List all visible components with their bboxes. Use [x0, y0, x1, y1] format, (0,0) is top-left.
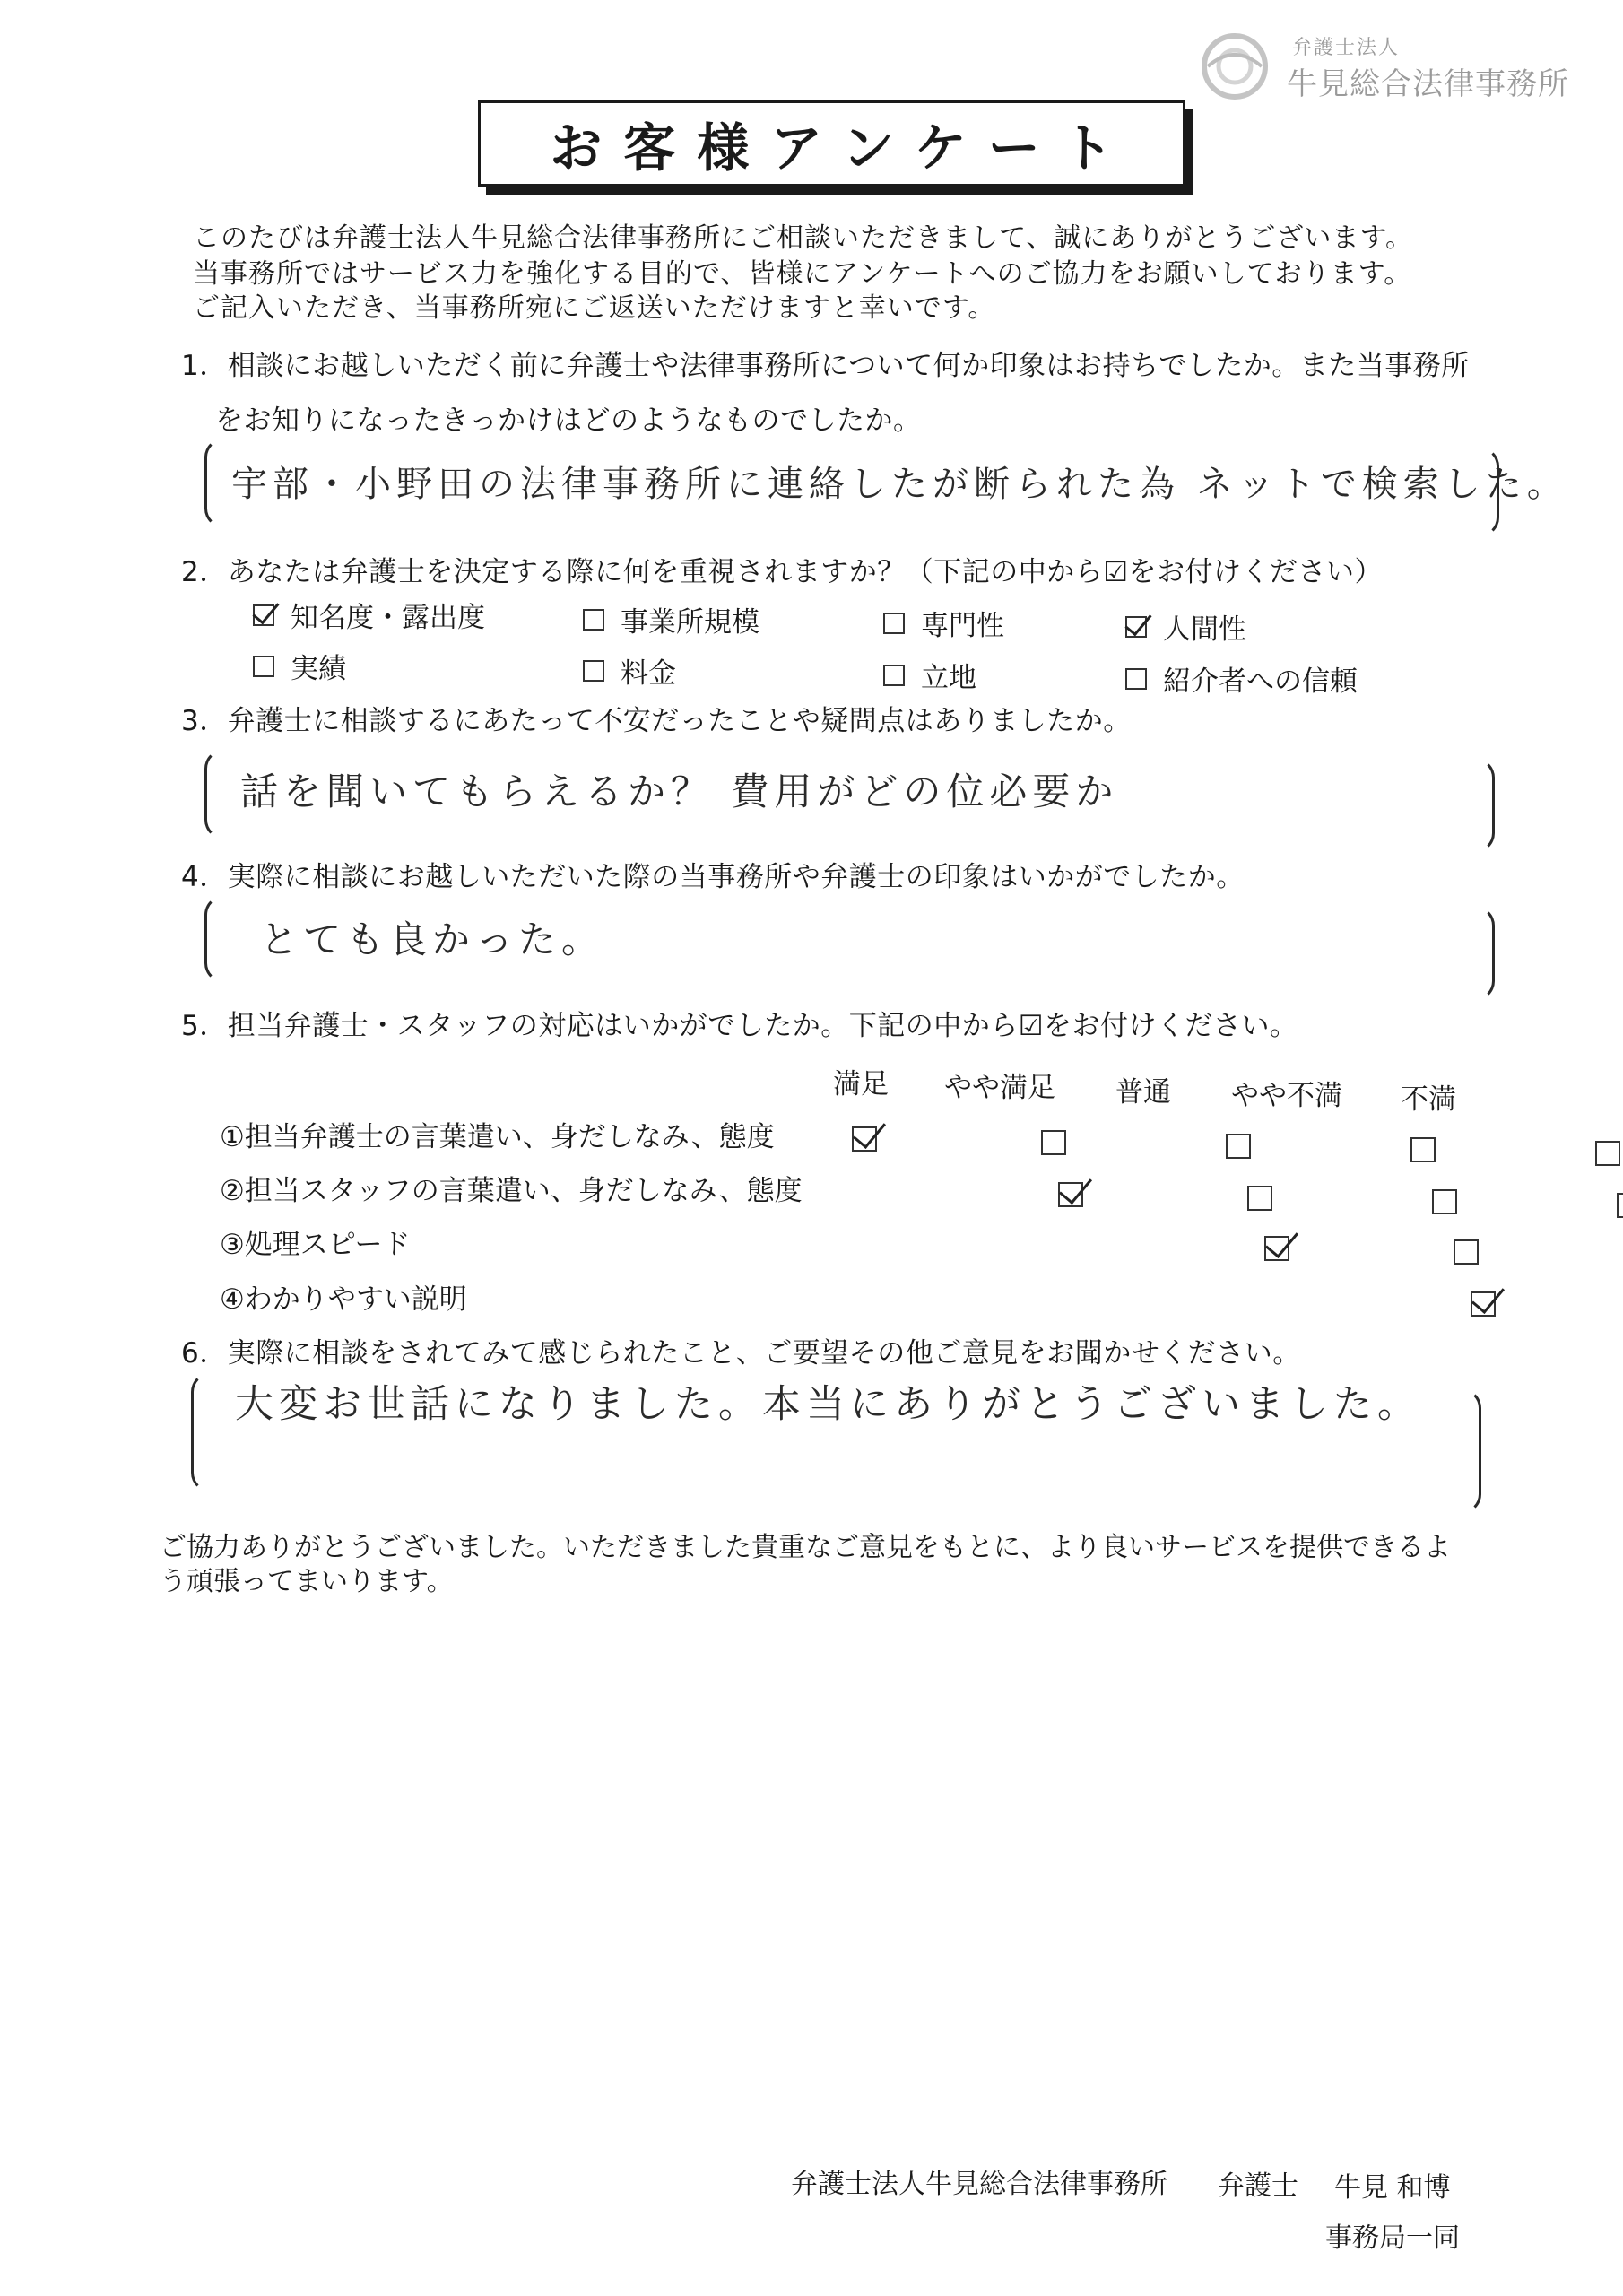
q5-rating-checkbox[interactable] — [1595, 1141, 1620, 1166]
question-5-text: 5．担当弁護士・スタッフの対応はいかがでしたか。下記の中から☑をお付けください。 — [181, 1010, 1298, 1042]
answer-4-text: とても良かった。 — [260, 918, 605, 961]
answer-6-bracket-right — [1457, 1388, 1481, 1514]
answer-1-bracket-left — [204, 438, 229, 528]
q5-rating-checkbox[interactable] — [1454, 1239, 1479, 1265]
answer-4-bracket-left — [204, 895, 229, 983]
title-box — [478, 100, 1185, 187]
q2-option-8[interactable]: 紹介者への信頼 — [1125, 658, 1358, 699]
answer-6-bracket-left — [191, 1372, 215, 1492]
q2-option-4[interactable]: 人間性 — [1125, 606, 1246, 647]
q2-checkbox-2[interactable] — [583, 609, 604, 631]
closing-line-1: ご協力ありがとうございました。いただきました貴重なご意見をもとに、より良いサービスを提供できるよ — [160, 1532, 1451, 1563]
q5-column-header: 満足 — [833, 1068, 889, 1100]
q5-column-header: 普通 — [1115, 1076, 1171, 1109]
signature-firm: 弁護士法人牛見総合法律事務所 — [791, 2169, 1167, 2200]
q2-checkbox-1[interactable] — [253, 604, 274, 626]
signature-role: 弁護士 — [1218, 2170, 1298, 2202]
q2-option-7[interactable]: 立地 — [883, 655, 976, 695]
q5-rating-checkbox[interactable] — [1432, 1189, 1457, 1214]
q5-rating-checkbox[interactable] — [852, 1126, 877, 1152]
question-2-text: 2．あなたは弁護士を決定する際に何を重視されますか？（下記の中から☑をお付けください） — [181, 556, 1384, 588]
q5-row-label: ④わかりやすい説明 — [220, 1283, 467, 1316]
q5-rating-grid — [0, 0, 1623, 29]
q5-rating-checkbox[interactable] — [1617, 1193, 1623, 1218]
q5-rating-checkbox[interactable] — [1247, 1186, 1272, 1211]
logo-firm-name: 牛見総合法律事務所 — [1287, 66, 1569, 102]
intro-line-3: ご記入いただき、当事務所宛にご返送いただけますと幸いです。 — [193, 292, 996, 324]
q5-row-label: ②担当スタッフの言葉遣い、身だしなみ、態度 — [220, 1175, 803, 1207]
question-1-line-2: をお知りになったきっかけはどのようなものでしたか。 — [215, 404, 922, 437]
q5-column-header: やや満足 — [944, 1072, 1055, 1104]
q2-option-3[interactable]: 専門性 — [883, 603, 1004, 643]
logo-small-text: 弁護士法人 — [1292, 37, 1401, 59]
answer-3-bracket-right — [1471, 758, 1495, 853]
q2-checkbox-7[interactable] — [883, 665, 905, 686]
q5-rating-checkbox[interactable] — [1264, 1236, 1289, 1261]
q5-rating-checkbox[interactable] — [1410, 1137, 1436, 1162]
intro-line-2: 当事務所ではサービス力を強化する目的で、皆様にアンケートへのご協力をお願いしております。 — [193, 258, 1412, 290]
q2-option-1[interactable]: 知名度・露出度 — [253, 595, 485, 635]
answer-1-text: 宇部・小野田の法律事務所に連絡したが断られた為 ネットで検索した。 — [231, 464, 1568, 505]
q5-rating-checkbox[interactable] — [1041, 1130, 1066, 1155]
firm-logo — [1197, 27, 1592, 108]
q5-row-label: ①担当弁護士の言葉遣い、身だしなみ、態度 — [220, 1121, 775, 1153]
q5-column-header: 不満 — [1401, 1083, 1456, 1116]
answer-3-text: 話を聞いてもらえるか？ 費用がどの位必要か — [240, 770, 1119, 813]
closing-line-2: う頑張ってまいります。 — [160, 1566, 454, 1597]
q5-rating-checkbox[interactable] — [1471, 1292, 1496, 1317]
question-6-text: 6．実際に相談をされてみて感じられたこと、ご要望その他ご意見をお聞かせください。 — [181, 1337, 1301, 1370]
q5-row-label: ③処理スピード — [220, 1229, 411, 1261]
q5-column-header: やや不満 — [1231, 1080, 1342, 1112]
question-3-text: 3．弁護士に相談するにあたって不安だったことや疑問点はありましたか。 — [181, 705, 1132, 737]
q2-checkbox-3[interactable] — [883, 613, 905, 634]
q5-rating-checkbox[interactable] — [1058, 1182, 1083, 1207]
q2-checkbox-6[interactable] — [583, 660, 604, 682]
question-4-text: 4．実際に相談にお越しいただいた際の当事務所や弁護士の印象はいかがでしたか。 — [181, 861, 1245, 893]
signature-lawyer: 牛見 和博 — [1334, 2172, 1451, 2204]
q2-option-6[interactable]: 料金 — [583, 650, 676, 691]
firm-emblem-icon — [1197, 29, 1272, 104]
q2-option-5[interactable]: 実績 — [253, 646, 346, 686]
answer-4-bracket-right — [1471, 906, 1495, 1001]
answer-6-text: 大変お世話になりました。本当にありがとうございました。 — [235, 1382, 1421, 1427]
question-1-line-1: 1．相談にお越しいただく前に弁護士や法律事務所について何か印象はお持ちでしたか。また当事務所 — [181, 350, 1470, 382]
q2-option-2[interactable]: 事業所規模 — [583, 599, 759, 639]
page-title: お客様アンケート — [550, 117, 1135, 178]
q5-rating-checkbox[interactable] — [1226, 1134, 1251, 1159]
answer-3-bracket-left — [204, 749, 229, 839]
q2-checkbox-8[interactable] — [1125, 668, 1147, 690]
signature-office: 事務局一同 — [1325, 2222, 1460, 2254]
intro-line-1: このたびは弁護士法人牛見総合法律事務所にご相談いただきまして、誠にありがとうございます。 — [193, 222, 1413, 254]
q2-checkbox-5[interactable] — [253, 656, 274, 677]
q2-checkbox-4[interactable] — [1125, 616, 1147, 638]
